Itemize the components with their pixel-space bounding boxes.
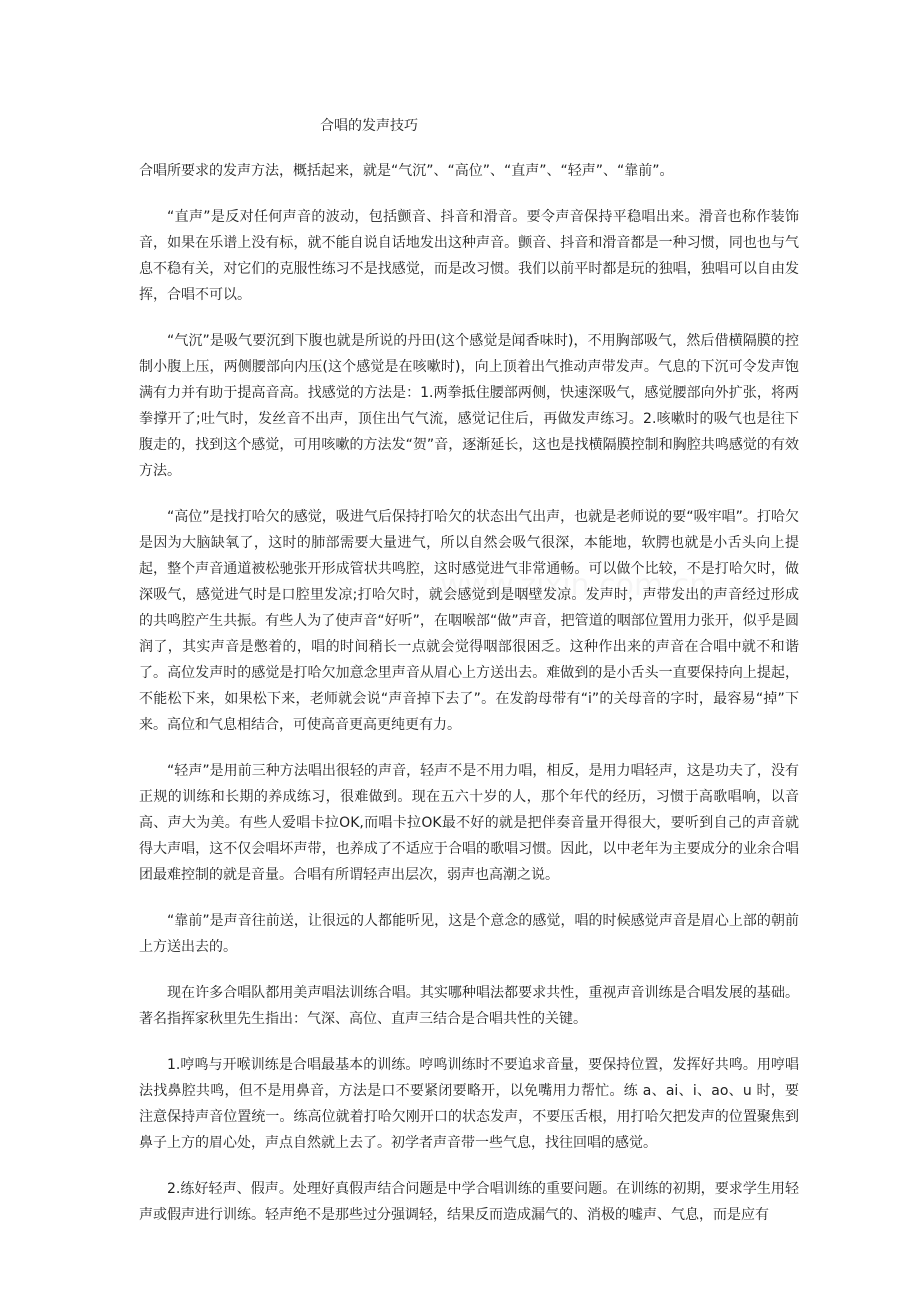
paragraph-forward-voice: “靠前”是声音往前送，让很远的人都能听见，这是个意念的感觉，唱的时候感觉声音是眉心上部的朝前上方送出去的。 [139,913,799,955]
paragraph-high-position: “高位”是找打哈欠的感觉，吸进气后保持打哈欠的状态出气出声，也就是老师说的要“吸牢唱”。打哈欠是因为大脑缺氧了，这时的肺部需要大量进气，所以自然会吸气很深，本能地，软腭也就是小舌头向上提起，整个声音通道被松驰张开形成管状共鸣腔，这时感觉进气非常通畅。可以做个比较，不是打哈欠时，做深吸气，感觉进气时是口腔里发凉;打哈欠时，就会感觉到是咽壁发凉。发声时，声带发出的声音经过形成的共鸣腔产生共振。有些人为了使声音“好听”，在咽喉部“做”声音，把管道的咽部位置用力张开，似乎是圆润了，其实声音是憋着的，唱的时间稍长一点就会觉得咽部很困乏。这种作出来的声音在合唱中就不和谐了。高位发声时的感觉是打哈欠加意念里声音从眉心上方送出去。难做到的是小舌头一直要保持向上提起，不能松下来，如果松下来，老师就会说“声音掉下去了”。在发韵母带有“i”的关母音的字时，最容易“掉”下来。高位和气息相结合，可使高音更高更纯更有力。 [139,509,799,733]
paragraph-sinking-breath: “气沉”是吸气要沉到下腹也就是所说的丹田(这个感觉是闻香味时)，不用胸部吸气，然后借横隔膜的控制小腹上压，两侧腰部向内压(这个感觉是在咳嗽时)，向上顶着出气推动声带发声。气息的下沉可令发声饱满有力并有助于提高音高。找感觉的方法是：1.两拳抵住腰部两侧，快速深吸气，感觉腰部向外扩张，将两拳撑开了;吐气时，发丝音不出声，顶住出气气流，感觉记住后，再做发声练习。2.咳嗽时的吸气也是往下腹走的，找到这个感觉，可用咳嗽的方法发“贺”音，逐渐延长，这也是找横隔膜控制和胸腔共鸣感觉的有效方法。 [139,333,799,479]
paragraph-soft-voice: “轻声”是用前三种方法唱出很轻的声音，轻声不是不用力唱，相反，是用力唱轻声，这是功夫了，没有正规的训练和长期的养成练习，很难做到。现在五六十岁的人，那个年代的经历，习惯于高歌唱响，以音高、声大为美。有些人爱唱卡拉OK,而唱卡拉OK最不好的就是把伴奏音量开得很大，要听到自己的声音就得大声唱，这不仅会唱坏声带，也养成了不适应于合唱的歌唱习惯。因此，以中老年为主要成分的业余合唱团最难控制的就是音量。合唱有所谓轻声出层次，弱声也高潮之说。 [139,763,799,883]
paragraph-falsetto-training: 2.练好轻声、假声。处理好真假声结合问题是中学合唱训练的重要问题。在训练的初期，要求学生用轻声或假声进行训练。轻声绝不是那些过分强调轻，结果反而造成漏气的、消极的嘘声、气息，而是应有 [139,1181,799,1223]
paragraph-intro: 合唱所要求的发声方法，概括起来，就是“气沉”、“高位”、“直声”、“轻声”、“靠前”。 [139,163,674,179]
paragraph-straight-voice: “直声”是反对任何声音的波动，包括颤音、抖音和滑音。要令声音保持平稳唱出来。滑音也称作装饰音，如果在乐谱上没有标，就不能自说自话地发出这种声音。颤音、抖音和滑音都是一种习惯，同也也与气息不稳有关，对它们的克服性练习不是找感觉，而是改习惯。我们以前平时都是玩的独唱，独唱可以自由发挥，合唱不可以。 [139,209,799,303]
paragraph-humming-training: 1.哼鸣与开喉训练是合唱最基本的训练。哼鸣训练时不要追求音量，要保持位置，发挥好共鸣。用哼唱法找鼻腔共鸣，但不是用鼻音，方法是口不要紧闭要略开，以免嘴用力帮忙。练 a、ai、i、ao、u 时，要注意保持声音位置统一。练高位就着打哈欠刚开口的状态发声，不要压舌根，用打哈欠把发声的位置聚焦到鼻子上方的眉心处，声点自然就上去了。初学者声音带一些气息，找往回唱的感觉。 [139,1057,799,1151]
document-title: 合唱的发声技巧 [320,118,418,134]
document-body [139,158,799,1248]
paragraph-training-intro: 现在许多合唱队都用美声唱法训练合唱。其实哪种唱法都要求共性，重视声音训练是合唱发展的基础。著名指挥家秋里先生指出：气深、高位、直声三结合是合唱共性的关键。 [139,985,799,1027]
